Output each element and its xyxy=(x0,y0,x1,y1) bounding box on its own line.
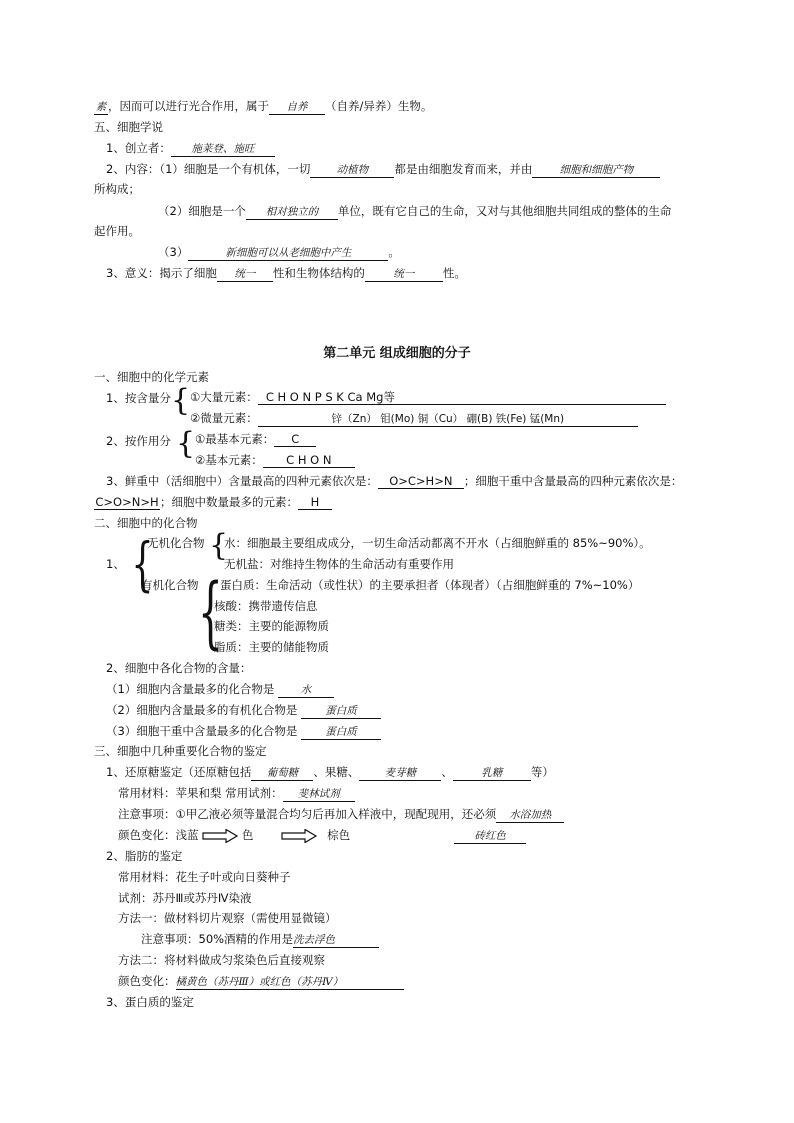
text: 所构成； xyxy=(94,182,140,196)
content-line xyxy=(106,161,660,178)
text: 起作用。 xyxy=(94,224,140,238)
text: ①最基本元素： xyxy=(195,432,275,446)
text: （2）细胞内含量最多的有机化合物是 xyxy=(106,703,298,717)
answer-blank: C H O N xyxy=(263,453,355,468)
answer-blank: 洗去浮色 xyxy=(293,933,379,948)
text: 颜色变化： xyxy=(118,974,176,988)
text: 3、鲜重中（活细胞中）含量最高的四种元素依次是： xyxy=(106,474,378,488)
basic-most-line xyxy=(195,431,316,447)
answer-blank: 水 xyxy=(278,683,334,698)
answer-blank: 锌（Zn） 钼(Mo) 铜（Cu） 硼(B) 铁(Fe) 锰(Mn) xyxy=(258,412,638,427)
answer-blank: 素 xyxy=(95,101,107,113)
answer-blank: 水浴加热 xyxy=(496,808,564,823)
brace-icon: { xyxy=(198,568,223,658)
text: 糖类：主要的能源物质 xyxy=(214,619,329,633)
section-heading: 五、细胞学说 xyxy=(94,120,163,134)
rs-color-line xyxy=(118,827,526,844)
text: 水：细胞最主要组成成分，一切生命活动都离不开水（占细胞鲜重的 85%~90%）。 xyxy=(224,536,651,550)
answer-blank: H xyxy=(298,495,332,510)
fat-color-line xyxy=(118,973,404,990)
text: 方法一：做材料切片观察（需使用显微镜） xyxy=(118,911,337,925)
answer-blank: 蛋白质 xyxy=(301,704,381,719)
answer-blank: 新细胞可以从老细胞中产生 xyxy=(188,246,388,261)
answer-blank: 相对独立的 xyxy=(246,205,338,220)
answer-blank: O>C>H>N xyxy=(378,474,464,489)
text: （3）细胞干重中含量最多的化合物是 xyxy=(106,724,298,738)
text: 脂质：主要的储能物质 xyxy=(214,640,329,654)
text: ；细胞中数量最多的元素： xyxy=(160,495,298,509)
answer-blank: C H O N P S K Ca Mg等 xyxy=(258,390,666,405)
basic-line xyxy=(195,452,355,468)
section-heading: 二、细胞中的化合物 xyxy=(94,516,198,530)
content-q3 xyxy=(106,723,381,740)
text: 1、还原糖鉴定（还原糖包括 xyxy=(106,765,252,779)
text: 、果糖、 xyxy=(313,765,360,779)
text: ②基本元素： xyxy=(195,453,263,467)
brace-icon: { xyxy=(131,530,154,598)
macro-elements-line xyxy=(190,389,666,405)
content-point-2 xyxy=(158,203,671,220)
arrow-right-icon xyxy=(281,829,317,843)
section-heading: 三、细胞中几种重要化合物的鉴定 xyxy=(94,744,267,758)
text: ，因而可以进行光合作用，属于 xyxy=(108,99,269,113)
answer-blank: 统一 xyxy=(217,267,273,282)
text: 1、创立者： xyxy=(106,141,171,155)
rs-material-line xyxy=(118,785,355,802)
text: 性和生物体结构的 xyxy=(272,266,365,280)
text: 无机化合物 xyxy=(147,536,205,550)
text: 3、蛋白质的鉴定 xyxy=(106,995,194,1009)
text: 3、意义：揭示了细胞 xyxy=(106,266,217,280)
answer-blank: 自养 xyxy=(269,100,325,115)
text: ；细胞干重中含量最高的四种元素依次是： xyxy=(463,474,683,488)
text: 单位，既有它自己的生命，又对与其他细胞共同组成的整体的生命 xyxy=(337,204,672,218)
text: 核酸：携带遗传信息 xyxy=(214,599,318,613)
answer-blank: 细胞和细胞产物 xyxy=(532,163,660,178)
content-q1 xyxy=(106,681,334,698)
answer-blank: 砖红色 xyxy=(454,829,526,844)
text: （1）细胞内含量最多的化合物是 xyxy=(106,682,275,696)
text: 棕色 xyxy=(327,828,351,842)
brace-icon: { xyxy=(209,528,229,563)
unit-title: 第二单元 组成细胞的分子 xyxy=(323,346,471,361)
autotroph-line xyxy=(94,98,432,115)
text: 都是由细胞发育而来，并由 xyxy=(394,162,533,176)
answer-blank: 斐林试剂 xyxy=(283,787,355,802)
text: 1、 xyxy=(106,557,125,571)
text: 1、按含量分 xyxy=(106,391,171,405)
text: 有机化合物 xyxy=(141,578,199,592)
section-heading: 一、细胞中的化学元素 xyxy=(94,370,209,384)
answer-blank: 蛋白质 xyxy=(301,725,381,740)
reducing-sugar-line xyxy=(106,764,554,781)
text: 常用材料：花生子叶或向日葵种子 xyxy=(118,870,291,884)
rs-note-line xyxy=(118,806,564,823)
founders-line xyxy=(106,140,275,157)
micro-elements-line xyxy=(190,410,638,427)
text: 方法二：将材料做成匀浆染色后直接观察 xyxy=(118,953,325,967)
brace-icon: { xyxy=(176,426,196,461)
text: 注意事项：50%酒精的作用是 xyxy=(141,932,294,946)
text: （2）细胞是一个 xyxy=(158,204,246,218)
answer-blank: C xyxy=(274,432,316,447)
arrow-right-icon xyxy=(202,829,238,843)
text: ②微量元素： xyxy=(190,411,258,425)
fat-note-line xyxy=(141,931,379,948)
text: 2、细胞中各化合物的含量： xyxy=(106,661,252,675)
text: 2、脂肪的鉴定 xyxy=(106,849,183,863)
fresh-weight-line xyxy=(106,473,682,489)
text: 性。 xyxy=(442,266,466,280)
text: 颜色变化：浅蓝 xyxy=(118,828,199,842)
meaning-line xyxy=(106,265,466,282)
content-point-3 xyxy=(158,244,400,261)
text: ①大量元素： xyxy=(190,390,258,404)
text: 无机盐：对维持生物体的生命活动有重要作用 xyxy=(224,557,454,571)
answer-blank: 橘黄色（苏丹Ⅲ）或红色（苏丹Ⅳ） xyxy=(176,975,404,990)
text: （3） xyxy=(158,245,189,259)
text: 常用材料：苹果和梨 常用试剂： xyxy=(118,786,283,800)
brace-icon: { xyxy=(171,383,191,418)
answer-blank: 统一 xyxy=(365,267,443,282)
answer-blank: 乳糖 xyxy=(453,766,531,781)
text: 注意事项：①甲乙液必须等量混合均匀后再加入样液中，现配现用，还必须 xyxy=(118,807,497,821)
dry-weight-line xyxy=(94,494,332,510)
text: 等） xyxy=(530,765,554,779)
text: 、 xyxy=(441,765,453,779)
answer-blank: 施莱登、施旺 xyxy=(171,142,275,157)
answer-blank: 葡萄糖 xyxy=(251,766,313,781)
text: 色 xyxy=(241,828,254,842)
text: 2、内容：（1）细胞是一个有机体，一切 xyxy=(106,162,311,176)
answer-blank: 动植物 xyxy=(310,163,394,178)
text: （自养/异养）生物。 xyxy=(325,99,433,113)
text: 试剂：苏丹Ⅲ或苏丹Ⅳ染液 xyxy=(118,891,252,905)
text: 2、按作用分 xyxy=(106,434,171,448)
text: 。 xyxy=(388,245,400,259)
answer-blank: C>O>N>H xyxy=(95,495,159,509)
text: 蛋白质：生命活动（或性状）的主要承担者（体现者）（占细胞鲜重的 7%~10%） xyxy=(220,578,640,592)
content-q2 xyxy=(106,702,381,719)
answer-blank: 麦芽糖 xyxy=(359,766,441,781)
